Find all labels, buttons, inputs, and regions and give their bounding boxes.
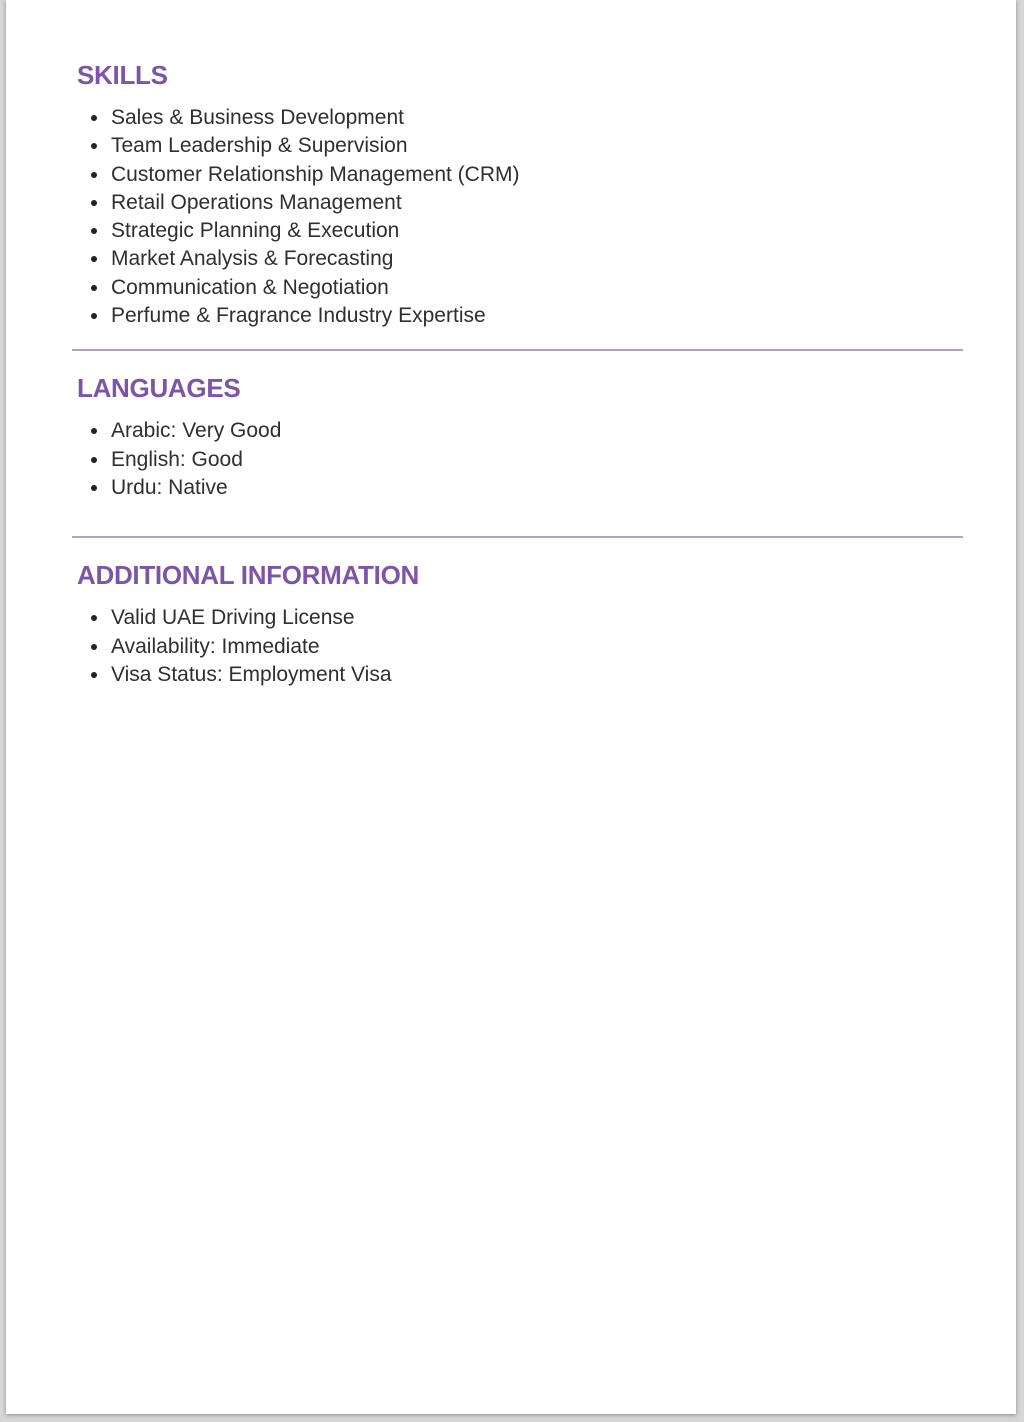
additional-information-list — [77, 604, 956, 689]
list-item-text: Visa Status: Employment Visa — [111, 662, 392, 686]
section-title-skills: SKILLS — [77, 60, 168, 90]
list-item-text: Urdu: Native — [111, 475, 228, 499]
section-divider — [72, 349, 963, 351]
section-languages — [77, 375, 956, 538]
section-additional-information — [77, 562, 956, 689]
bullet-icon — [91, 172, 97, 178]
list-item — [77, 161, 956, 189]
list-item-text: Valid UAE Driving License — [111, 606, 355, 630]
list-item — [77, 274, 956, 302]
bullet-icon — [91, 313, 97, 319]
bullet-icon — [91, 143, 97, 149]
list-item-text: Arabic: Very Good — [111, 419, 282, 443]
list-item — [77, 217, 956, 245]
list-item-text: Communication & Negotiation — [111, 275, 389, 299]
list-item — [77, 245, 956, 273]
bullet-icon — [91, 428, 97, 434]
list-item — [77, 132, 956, 160]
bullet-icon — [91, 644, 97, 650]
list-item-text: Customer Relationship Management (CRM) — [111, 162, 520, 186]
section-divider — [72, 536, 963, 538]
list-item-text: Perfume & Fragrance Industry Expertise — [111, 304, 486, 328]
list-item — [77, 661, 956, 689]
list-item-text: Availability: Immediate — [111, 634, 320, 658]
bullet-icon — [91, 285, 97, 291]
bullet-icon — [91, 200, 97, 206]
section-title-languages: LANGUAGES — [77, 373, 241, 404]
list-item — [77, 474, 956, 502]
list-item — [77, 104, 956, 132]
list-item — [77, 446, 956, 474]
bullet-icon — [91, 457, 97, 463]
list-item — [77, 633, 956, 661]
bullet-icon — [91, 485, 97, 491]
languages-list — [77, 417, 956, 502]
bullet-icon — [91, 228, 97, 234]
bullet-icon — [91, 115, 97, 121]
bullet-icon — [91, 615, 97, 621]
list-item-text: Retail Operations Management — [111, 190, 402, 214]
bullet-icon — [91, 672, 97, 678]
list-item-text: English: Good — [111, 447, 243, 471]
list-item-text: Sales & Business Development — [111, 106, 404, 129]
resume-page — [6, 0, 1016, 1414]
bullet-icon — [91, 256, 97, 262]
list-item — [77, 604, 956, 632]
list-item — [77, 417, 956, 445]
page-content — [6, 0, 1016, 689]
skills-list — [77, 104, 956, 330]
section-skills — [77, 0, 956, 351]
list-item — [77, 189, 956, 217]
list-item-text: Team Leadership & Supervision — [111, 134, 408, 158]
list-item — [77, 302, 956, 330]
section-title-additional-information: ADDITIONAL INFORMATION — [77, 560, 419, 591]
list-item-text: Market Analysis & Forecasting — [111, 247, 394, 271]
list-item-text: Strategic Planning & Execution — [111, 219, 400, 243]
